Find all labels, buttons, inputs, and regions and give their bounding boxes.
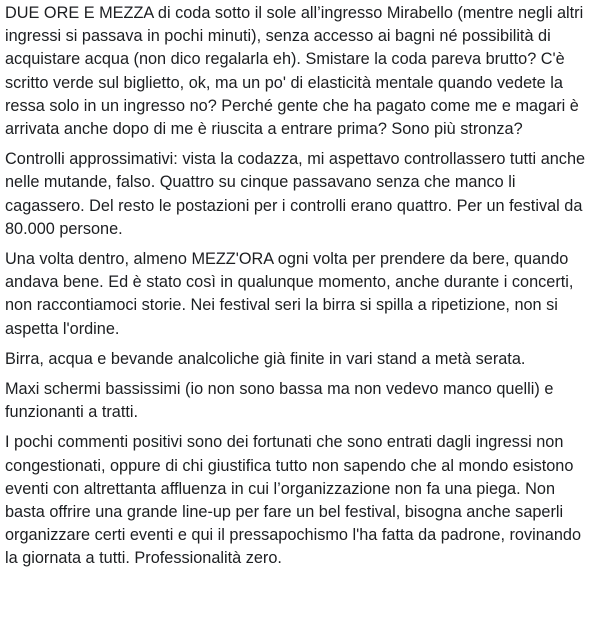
paragraph-conclusion: I pochi commenti positivi sono dei fortunati che sono entrati dagli ingressi non congestionati, oppure di chi giustifica tutto non sapendo che al mondo esistono eventi con altrettanta affluenza in cui l’organizzazione non fa una piega. Non basta offrire una grande line-up per fare un bel festival, bisogna anche saperli organizzare certi eventi e qui il pressapochismo l'ha fatta da padrone, rovinando la giornata a tutti. Professionalità zero. <box>5 433 582 568</box>
paragraph-drinks-wait: Una volta dentro, almeno MEZZ'ORA ogni volta per prendere da bere, quando andava bene. Ed è stato così in qualunque momento, anche durante i concerti, non raccontiamoci storie. Nei festival seri la birra si spilla a ripetizione, non si aspetta l'ordine. <box>5 250 574 338</box>
paragraph-stock-out: Birra, acqua e bevande analcoliche già finite in vari stand a metà serata. <box>5 349 526 368</box>
paragraph-screens: Maxi schermi bassissimi (io non sono bassa ma non vedevo manco quelli) e funzionanti a tratti. <box>5 380 554 422</box>
paragraph-security-checks: Controlli approssimativi: vista la codazza, mi aspettavo controllassero tutti anche nelle mutande, falso. Quattro su cinque passavano senza che manco li cagassero. Del resto le postazioni per i controlli erano quattro. Per un festival da 80.000 persone. <box>5 150 586 238</box>
paragraph-queue-complaint: DUE ORE E MEZZA di coda sotto il sole all’ingresso Mirabello (mentre negli altri ingressi si passava in pochi minuti), senza accesso ai bagni né possibilità di acquistare acqua (non dico regalarla eh). Smistare la coda pareva brutto? C'è scritto verde sul biglietto, ok, ma un po' di elasticità mentale quando vedete la ressa solo in un ingresso no? Perché gente che ha pagato come me e magari è arrivata anche dopo di me è riuscita a entrare prima? Sono più stronza? <box>5 4 584 139</box>
